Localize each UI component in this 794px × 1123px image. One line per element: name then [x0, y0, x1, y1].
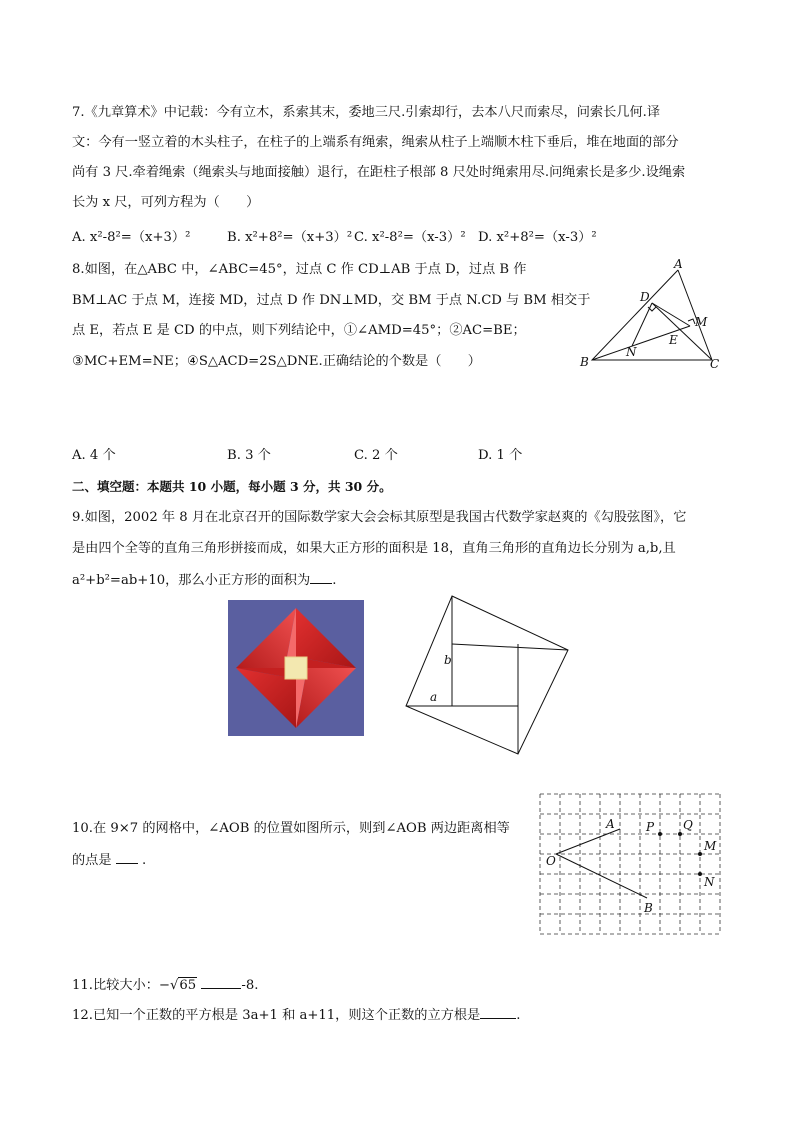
label-m-grid: M: [704, 839, 717, 853]
q8-line-3: 点 E，若点 E 是 CD 的中点，则下列结论中，①∠AMD=45°；②AC=BE；: [72, 323, 526, 338]
q7-option-c: C. x²-8²=（x-3）²: [354, 230, 466, 245]
label-e: E: [669, 333, 678, 347]
ray-oa: [556, 829, 620, 854]
q11-radicand: 65: [179, 978, 197, 993]
q7-line-2: 文：今有一竖立着的木头柱子，在柱子的上端系有绳索，绳索从柱子上端顺木柱下垂后，堆在地面的部分: [72, 135, 679, 150]
q11-answer-blank[interactable]: [201, 976, 241, 989]
label-q: Q: [683, 818, 693, 832]
section-2-heading: 二、填空题：本题共 10 小题，每小题 3 分，共 30 分。: [72, 479, 392, 494]
q12-end: .: [516, 1008, 521, 1023]
label-o: O: [546, 854, 556, 868]
segment-md: [652, 303, 690, 326]
segment-dn: [632, 303, 652, 346]
center-square: [285, 657, 307, 679]
dashed-grid: [540, 794, 720, 934]
q8-option-b: B. 3 个: [227, 448, 271, 463]
q8-line-1: 8.如图，在△ABC 中，∠ABC=45°，过点 C 作 CD⊥AB 于点 D，过点 B 作: [72, 262, 527, 277]
q7-option-a: A. x²-8²=（x+3）²: [72, 230, 191, 245]
label-b-side: b: [444, 653, 452, 667]
q8-option-d: D. 1 个: [478, 448, 523, 463]
segment-cd: [652, 303, 712, 360]
q9-answer-blank[interactable]: [310, 571, 332, 584]
label-a: A: [674, 257, 683, 271]
right-angle-mark-m: [688, 319, 695, 324]
q8-line-2: BM⊥AC 于点 M，连接 MD，过点 D 作 DN⊥MD，交 BM 于点 N.CD 与 BM 相交于: [72, 293, 591, 308]
label-d: D: [640, 290, 650, 304]
q9-line-3-end: .: [332, 573, 337, 588]
q10-line-2-end: .: [141, 853, 147, 868]
q9-line-3: [72, 571, 336, 590]
q8-triangle-figure: [576, 256, 726, 374]
label-b-grid: B: [644, 901, 653, 915]
label-n-grid: N: [704, 875, 715, 889]
point-n: [698, 872, 702, 876]
q7-line-3: 尚有 3 尺.牵着绳索（绳索头与地面接触）退行，在距柱子根部 8 尺处时绳索用尽.问绳索长是多少.设绳索: [72, 165, 686, 180]
label-p: P: [646, 820, 655, 834]
inner-line-2: [452, 644, 568, 650]
point-q: [678, 832, 682, 836]
q10-line-1: 10.在 9×7 的网格中，∠AOB 的位置如图所示，则到∠AOB 两边距离相等: [72, 821, 510, 836]
q9-line-figure: [404, 594, 574, 758]
q7-option-b: B. x²+8²=（x+3）²: [227, 230, 353, 245]
q7-line-4: 长为 x 尺，可列方程为（ ）: [72, 195, 260, 210]
q12-text: 12.已知一个正数的平方根是 3a+1 和 a+11，则这个正数的立方根是: [72, 1008, 481, 1023]
q7-line-1: 7.《九章算术》中记载：今有立木，系索其末，委地三尺.引索却行，去本八尺而索尽，问索长几何.译: [72, 105, 661, 120]
label-c: C: [710, 357, 720, 371]
q10-grid-figure: [536, 790, 726, 938]
q8-line-4: ③MC+EM=NE；④S△ACD=2S△DNE.正确结论的个数是（ ）: [72, 354, 481, 369]
ray-ob: [556, 854, 647, 898]
label-a-grid: A: [606, 817, 615, 831]
label-b: B: [580, 355, 589, 369]
q8-option-a: A. 4 个: [72, 448, 116, 463]
q7-option-d: D. x²+8²=（x-3）²: [478, 230, 597, 245]
outer-square: [406, 596, 568, 754]
q11-prefix: 11.比较大小：−: [72, 978, 170, 993]
q9-line-2: 是由四个全等的直角三角形拼接而成，如果大正方形的面积是 18，直角三角形的直角边长分别为 a,b,且: [72, 541, 676, 556]
point-p: [658, 832, 662, 836]
q10-line-2: [72, 851, 146, 870]
q9-line-3-text: a²+b²=ab+10，那么小正方形的面积为: [72, 573, 311, 588]
label-a-side: a: [430, 690, 438, 704]
label-n: N: [626, 345, 637, 359]
q11-sqrt: √65: [169, 978, 197, 993]
q12-answer-blank[interactable]: [480, 1006, 516, 1019]
q11-line: [72, 976, 258, 995]
label-m: M: [695, 315, 708, 329]
q11-suffix: -8.: [241, 978, 259, 993]
triangle-abc: [592, 270, 712, 360]
q9-colored-figure: [228, 600, 364, 736]
q9-line-1: 9.如图，2002 年 8 月在北京召开的国际数学家大会会标其原型是我国古代数学家赵爽的《勾股弦图》，它: [72, 510, 687, 525]
q8-option-c: C. 2 个: [354, 448, 398, 463]
point-m: [698, 852, 702, 856]
q10-line-2-text: 的点是: [72, 853, 112, 868]
q12-line: [72, 1006, 520, 1025]
q10-answer-blank[interactable]: [116, 851, 138, 864]
